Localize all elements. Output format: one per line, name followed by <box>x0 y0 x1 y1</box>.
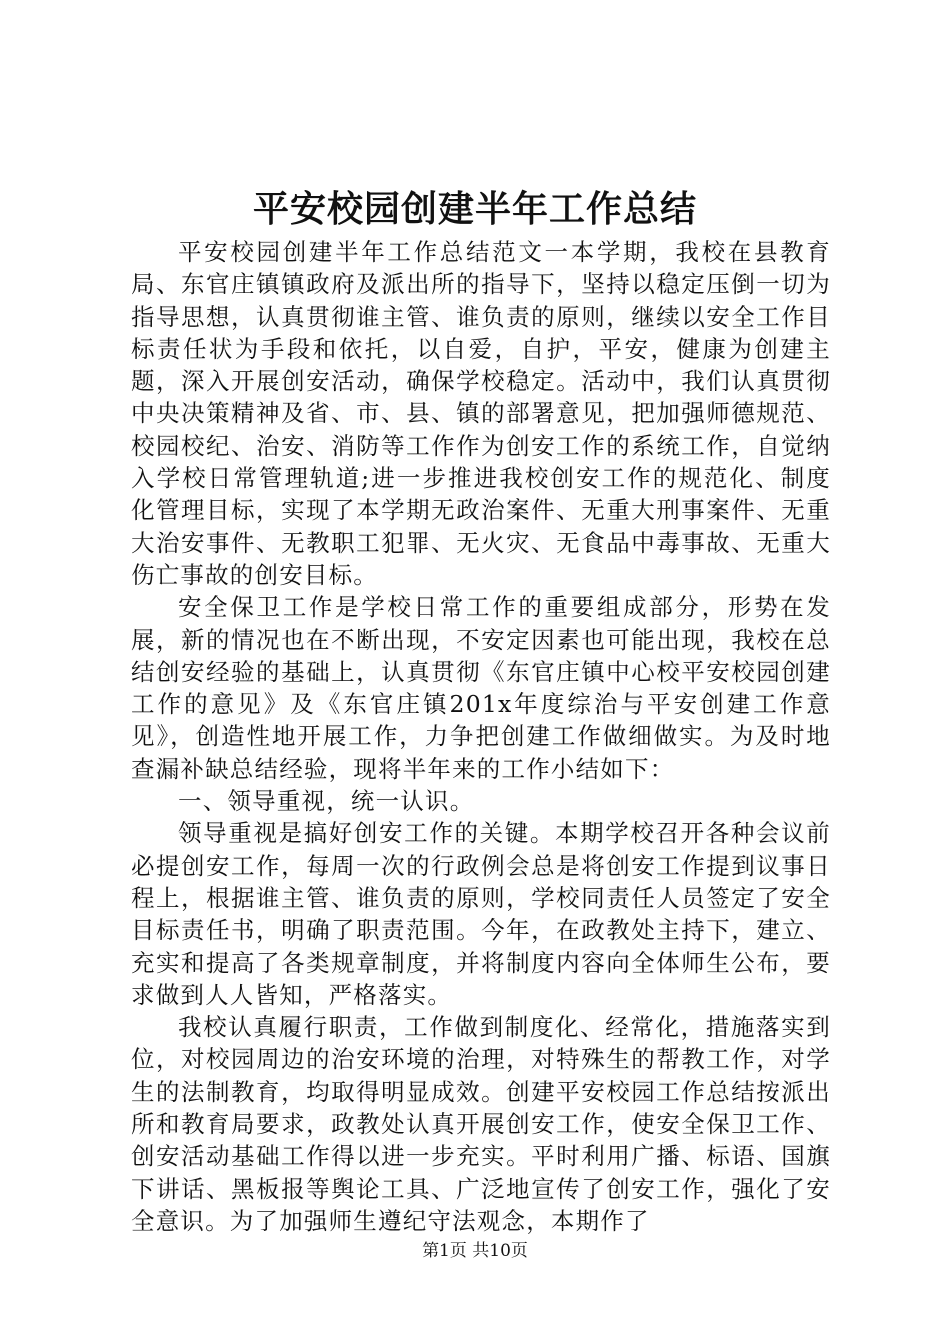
paragraph-duties: 我校认真履行职责，工作做到制度化、经常化，措施落实到位，对校园周边的治安环境的治理，对特殊生的帮教工作，对学生的法制教育，均取得明显成效。创建平安校园工作总结按派出所和教育局要求，政教处认真开展创安工作，使安全保卫工作、创安活动基础工作得以进一步充实。平时利用广播、标语、国旗下讲话、黑板报等舆论工具、广泛地宣传了创安工作，强化了安全意识。为了加强师生遵纪守法观念，本期作了 <box>131 1013 831 1235</box>
document-title: 平安校园创建半年工作总结 <box>252 188 697 230</box>
paragraph-background: 安全保卫工作是学校日常工作的重要组成部分，形势在发展，新的情况也在不断出现，不安定因素也可能出现，我校在总结创安经验的基础上，认真贯彻《东官庄镇中心校平安校园创建工作的意见》及《东官庄镇201x年度综治与平安创建工作意见》，创造性地开展工作，力争把创建工作做细做实。为及时地查漏补缺总结经验，现将半年来的工作小结如下： <box>131 593 831 783</box>
page-footer: 第1页 共10页 <box>422 1241 528 1261</box>
paragraph-intro: 平安校园创建半年工作总结范文一本学期，我校在县教育局、东官庄镇镇政府及派出所的指导下，坚持以稳定压倒一切为指导思想，认真贯彻谁主管、谁负责的原则，继续以安全工作目标责任状为手段和依托，以自爱，自护，平安，健康为创建主题，深入开展创安活动，确保学校稳定。活动中，我们认真贯彻中央决策精神及省、市、县、镇的部署意见，把加强师德规范、校园校纪、治安、消防等工作作为创安工作的系统工作，自觉纳入学校日常管理轨道;进一步推进我校创安工作的规范化、制度化管理目标，实现了本学期无政治案件、无重大刑事案件、无重大治安事件、无教职工犯罪、无火灾、无食品中毒事故、无重大伤亡事故的创安目标。 <box>131 238 831 589</box>
paragraph-leadership: 领导重视是搞好创安工作的关键。本期学校召开各种会议前必提创安工作，每周一次的行政例会总是将创安工作提到议事日程上，根据谁主管、谁负责的原则，学校同责任人员签定了安全目标责任书，明确了职责范围。今年，在政教处主持下，建立、充实和提高了各类规章制度，并将制度内容向全体师生公布，要求做到人人皆知，严格落实。 <box>131 819 831 1009</box>
section-heading-leadership: 一、领导重视，统一认识。 <box>178 787 475 816</box>
document-body <box>131 236 831 1237</box>
